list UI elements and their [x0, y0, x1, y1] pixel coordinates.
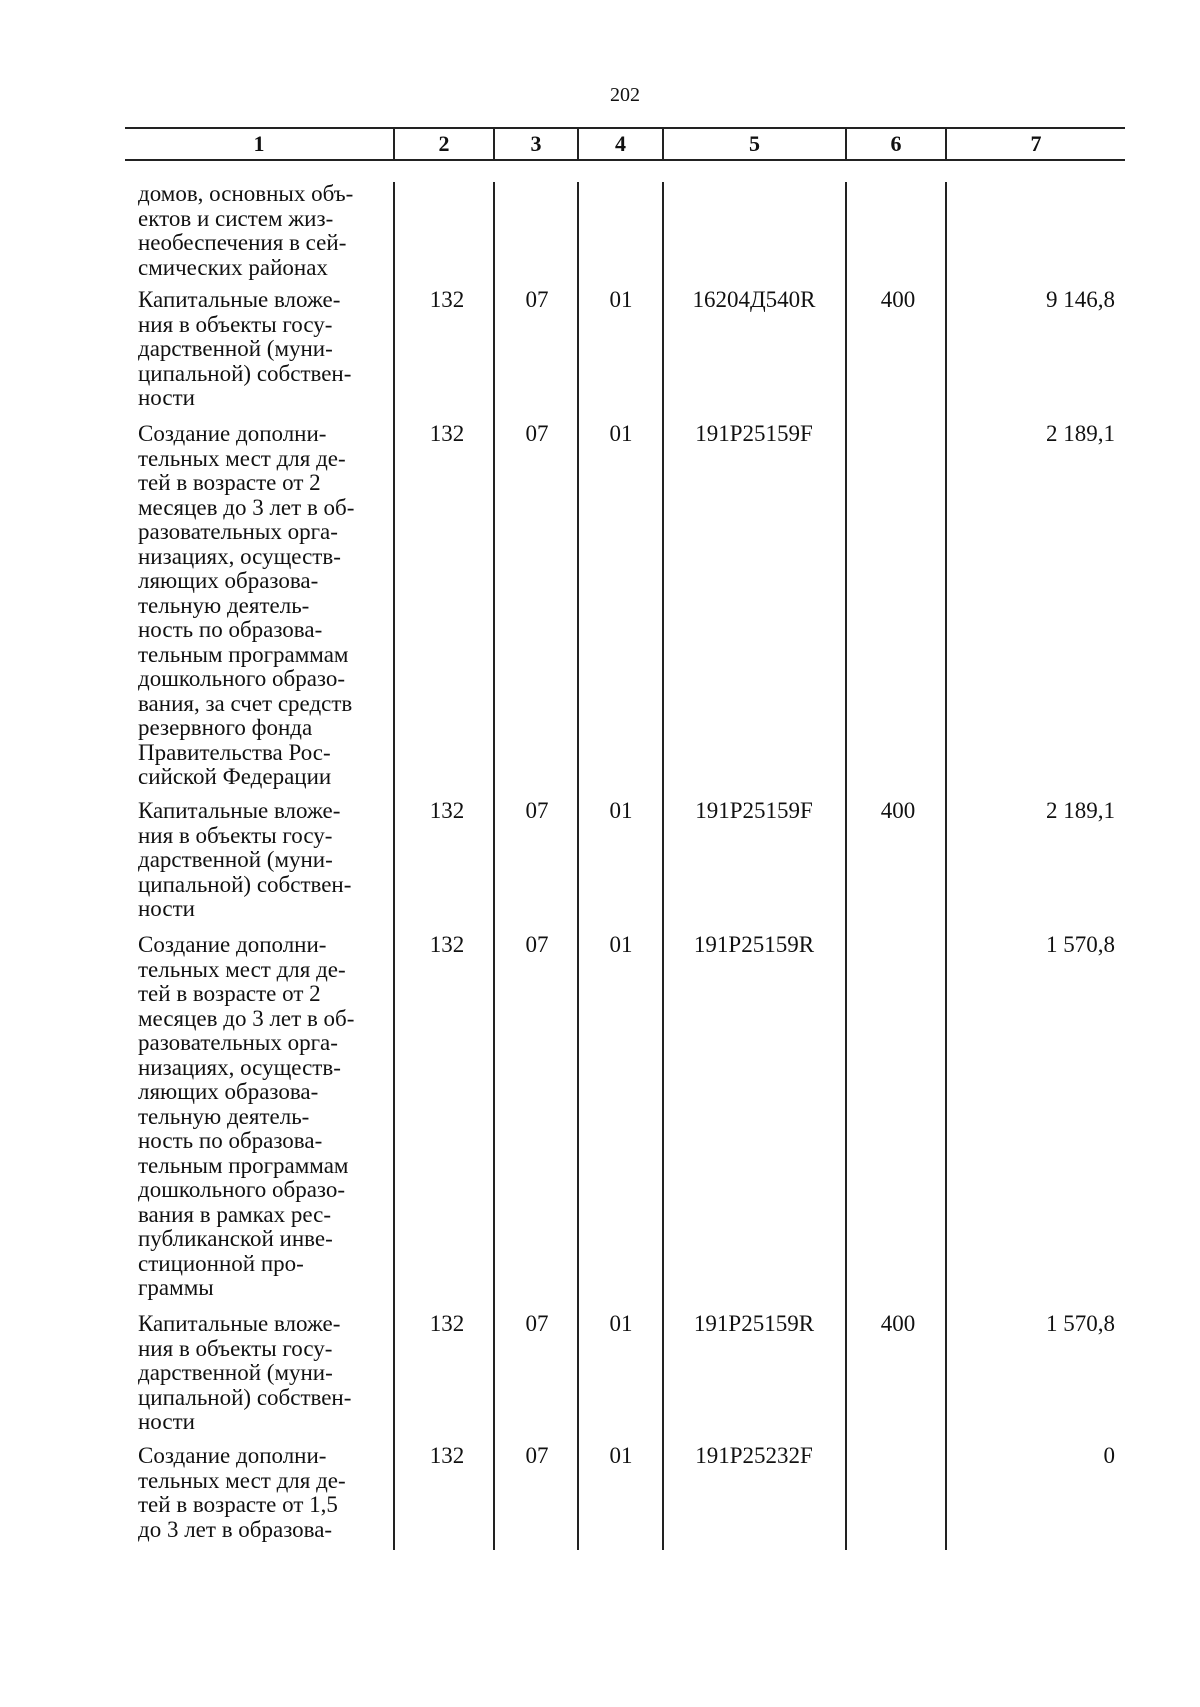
- description-line: тей в возрасте от 1,5: [138, 1492, 338, 1517]
- body-col-divider: [845, 182, 847, 1550]
- description-line: до 3 лет в образова-: [138, 1516, 333, 1542]
- description-line: ципальной) собствен-: [138, 871, 352, 897]
- col-7-value: 2 189,1: [1046, 421, 1115, 446]
- description-line: дошкольного образо-: [138, 666, 346, 691]
- row-description: [138, 1312, 400, 1435]
- description-line: низациях, осуществ-: [138, 543, 341, 569]
- header-col-5: 5: [749, 131, 760, 156]
- col-3-value: 07: [525, 287, 549, 312]
- description-line: вания, за счет средств: [138, 690, 353, 716]
- page-number: 202: [610, 84, 640, 106]
- description-line: ния в объекты госу-: [138, 822, 333, 848]
- description-line: разовательных орга-: [138, 519, 338, 544]
- description-line: дошкольного образо-: [138, 1177, 346, 1202]
- col-2-value: 132: [429, 421, 465, 446]
- description-line: Правительства Рос-: [138, 739, 331, 765]
- description-line: тельных мест для де-: [138, 1467, 346, 1493]
- description-line: ляющих образова-: [138, 568, 319, 593]
- row-description: [138, 933, 400, 1301]
- col-4-value: 01: [609, 287, 633, 312]
- description-line: сийской Федерации: [138, 764, 332, 789]
- description-line: ляющих образова-: [138, 1079, 319, 1104]
- header-col-7: 7: [1030, 131, 1042, 156]
- col-3-value: 07: [525, 932, 549, 957]
- header-col-2: 2: [438, 131, 450, 156]
- table-header-rule: [125, 159, 1125, 161]
- description-line: дарственной (муни-: [138, 336, 333, 361]
- description-line: ности: [138, 385, 195, 410]
- description-line: ципальной) собствен-: [138, 1384, 352, 1410]
- col-2-value: 132: [429, 932, 465, 957]
- description-line: тельную деятель-: [138, 1103, 310, 1129]
- col-6-value: 400: [880, 798, 916, 823]
- description-line: домов, основных объ-: [138, 181, 354, 206]
- col-7-value: 0: [1103, 1443, 1115, 1468]
- description-line: граммы: [138, 1275, 214, 1300]
- description-line: публиканской инве-: [138, 1226, 333, 1251]
- body-col-divider: [577, 182, 579, 1550]
- description-line: Создание дополни-: [138, 932, 327, 957]
- description-line: смических районах: [138, 254, 328, 280]
- description-line: дарственной (муни-: [138, 1360, 333, 1385]
- description-line: дарственной (муни-: [138, 847, 333, 872]
- description-line: Создание дополни-: [138, 1443, 327, 1468]
- body-col-divider: [493, 182, 495, 1550]
- col-3-value: 07: [525, 1311, 549, 1336]
- header-col-4: 4: [615, 131, 626, 156]
- description-line: Капитальные вложе-: [138, 287, 341, 312]
- description-line: ния в объекты госу-: [138, 1335, 333, 1361]
- description-line: ности: [138, 1409, 195, 1434]
- header-col-6: 6: [890, 131, 902, 156]
- table-top-rule: [125, 127, 1125, 129]
- col-6-value: 400: [880, 287, 916, 312]
- description-line: тей в возрасте от 2: [138, 981, 321, 1006]
- description-line: тельную деятель-: [138, 592, 310, 618]
- description-line: Капитальные вложе-: [138, 798, 341, 823]
- body-col-divider: [662, 182, 664, 1550]
- col-2-value: 132: [429, 798, 465, 823]
- description-line: месяцев до 3 лет в об-: [138, 1005, 355, 1031]
- col-4-value: 01: [609, 798, 633, 823]
- header-col-1: 1: [253, 131, 265, 156]
- col-2-value: 132: [429, 287, 465, 312]
- col-3-value: 07: [525, 798, 549, 823]
- col-2-value: 132: [429, 1443, 465, 1468]
- description-line: Капитальные вложе-: [138, 1311, 341, 1336]
- header-col-3: 3: [530, 131, 542, 156]
- col-4-value: 01: [609, 1443, 633, 1468]
- description-line: Создание дополни-: [138, 421, 327, 446]
- col-7-value: 9 146,8: [1046, 287, 1115, 312]
- row-description: [138, 422, 400, 790]
- col-7-value: 1 570,8: [1046, 932, 1115, 957]
- row-description: [138, 288, 400, 411]
- description-line: низациях, осуществ-: [138, 1054, 341, 1080]
- col-3-value: 07: [525, 1443, 549, 1468]
- description-line: необеспечения в сей-: [138, 230, 347, 255]
- description-line: вания в рамках рес-: [138, 1201, 332, 1227]
- col-2-value: 132: [429, 1311, 465, 1336]
- col-5-value: 191P25159R: [693, 932, 815, 957]
- description-line: тельных мест для де-: [138, 445, 346, 471]
- col-7-value: 2 189,1: [1046, 798, 1115, 823]
- description-line: ния в объекты госу-: [138, 311, 333, 337]
- description-line: ности: [138, 896, 195, 921]
- description-line: стиционной про-: [138, 1250, 304, 1276]
- col-5-value: 191P25159F: [695, 421, 813, 446]
- description-line: резервного фонда: [138, 715, 313, 740]
- description-line: тельных мест для де-: [138, 956, 346, 982]
- description-line: тельным программам: [138, 641, 349, 667]
- description-line: тей в возрасте от 2: [138, 470, 321, 495]
- row-description: [138, 799, 400, 922]
- col-5-value: 191P25159F: [695, 798, 813, 823]
- col-5-value: 16204Д540R: [692, 287, 816, 312]
- col-7-value: 1 570,8: [1046, 1311, 1115, 1336]
- row-description: [138, 1444, 400, 1542]
- description-line: ципальной) собствен-: [138, 360, 352, 386]
- col-5-value: 191P25232F: [695, 1443, 813, 1468]
- col-4-value: 01: [609, 421, 633, 446]
- col-6-value: 400: [880, 1311, 916, 1336]
- col-5-value: 191P25159R: [693, 1311, 815, 1336]
- body-col-divider: [945, 182, 947, 1550]
- description-line: ектов и систем жиз-: [138, 205, 334, 231]
- col-4-value: 01: [609, 932, 633, 957]
- col-4-value: 01: [609, 1311, 633, 1336]
- description-line: месяцев до 3 лет в об-: [138, 494, 355, 520]
- description-line: тельным программам: [138, 1152, 349, 1178]
- description-line: разовательных орга-: [138, 1030, 338, 1055]
- description-line: ность по образова-: [138, 617, 323, 642]
- description-line: ность по образова-: [138, 1128, 323, 1153]
- col-3-value: 07: [525, 421, 549, 446]
- row-description: [138, 182, 400, 280]
